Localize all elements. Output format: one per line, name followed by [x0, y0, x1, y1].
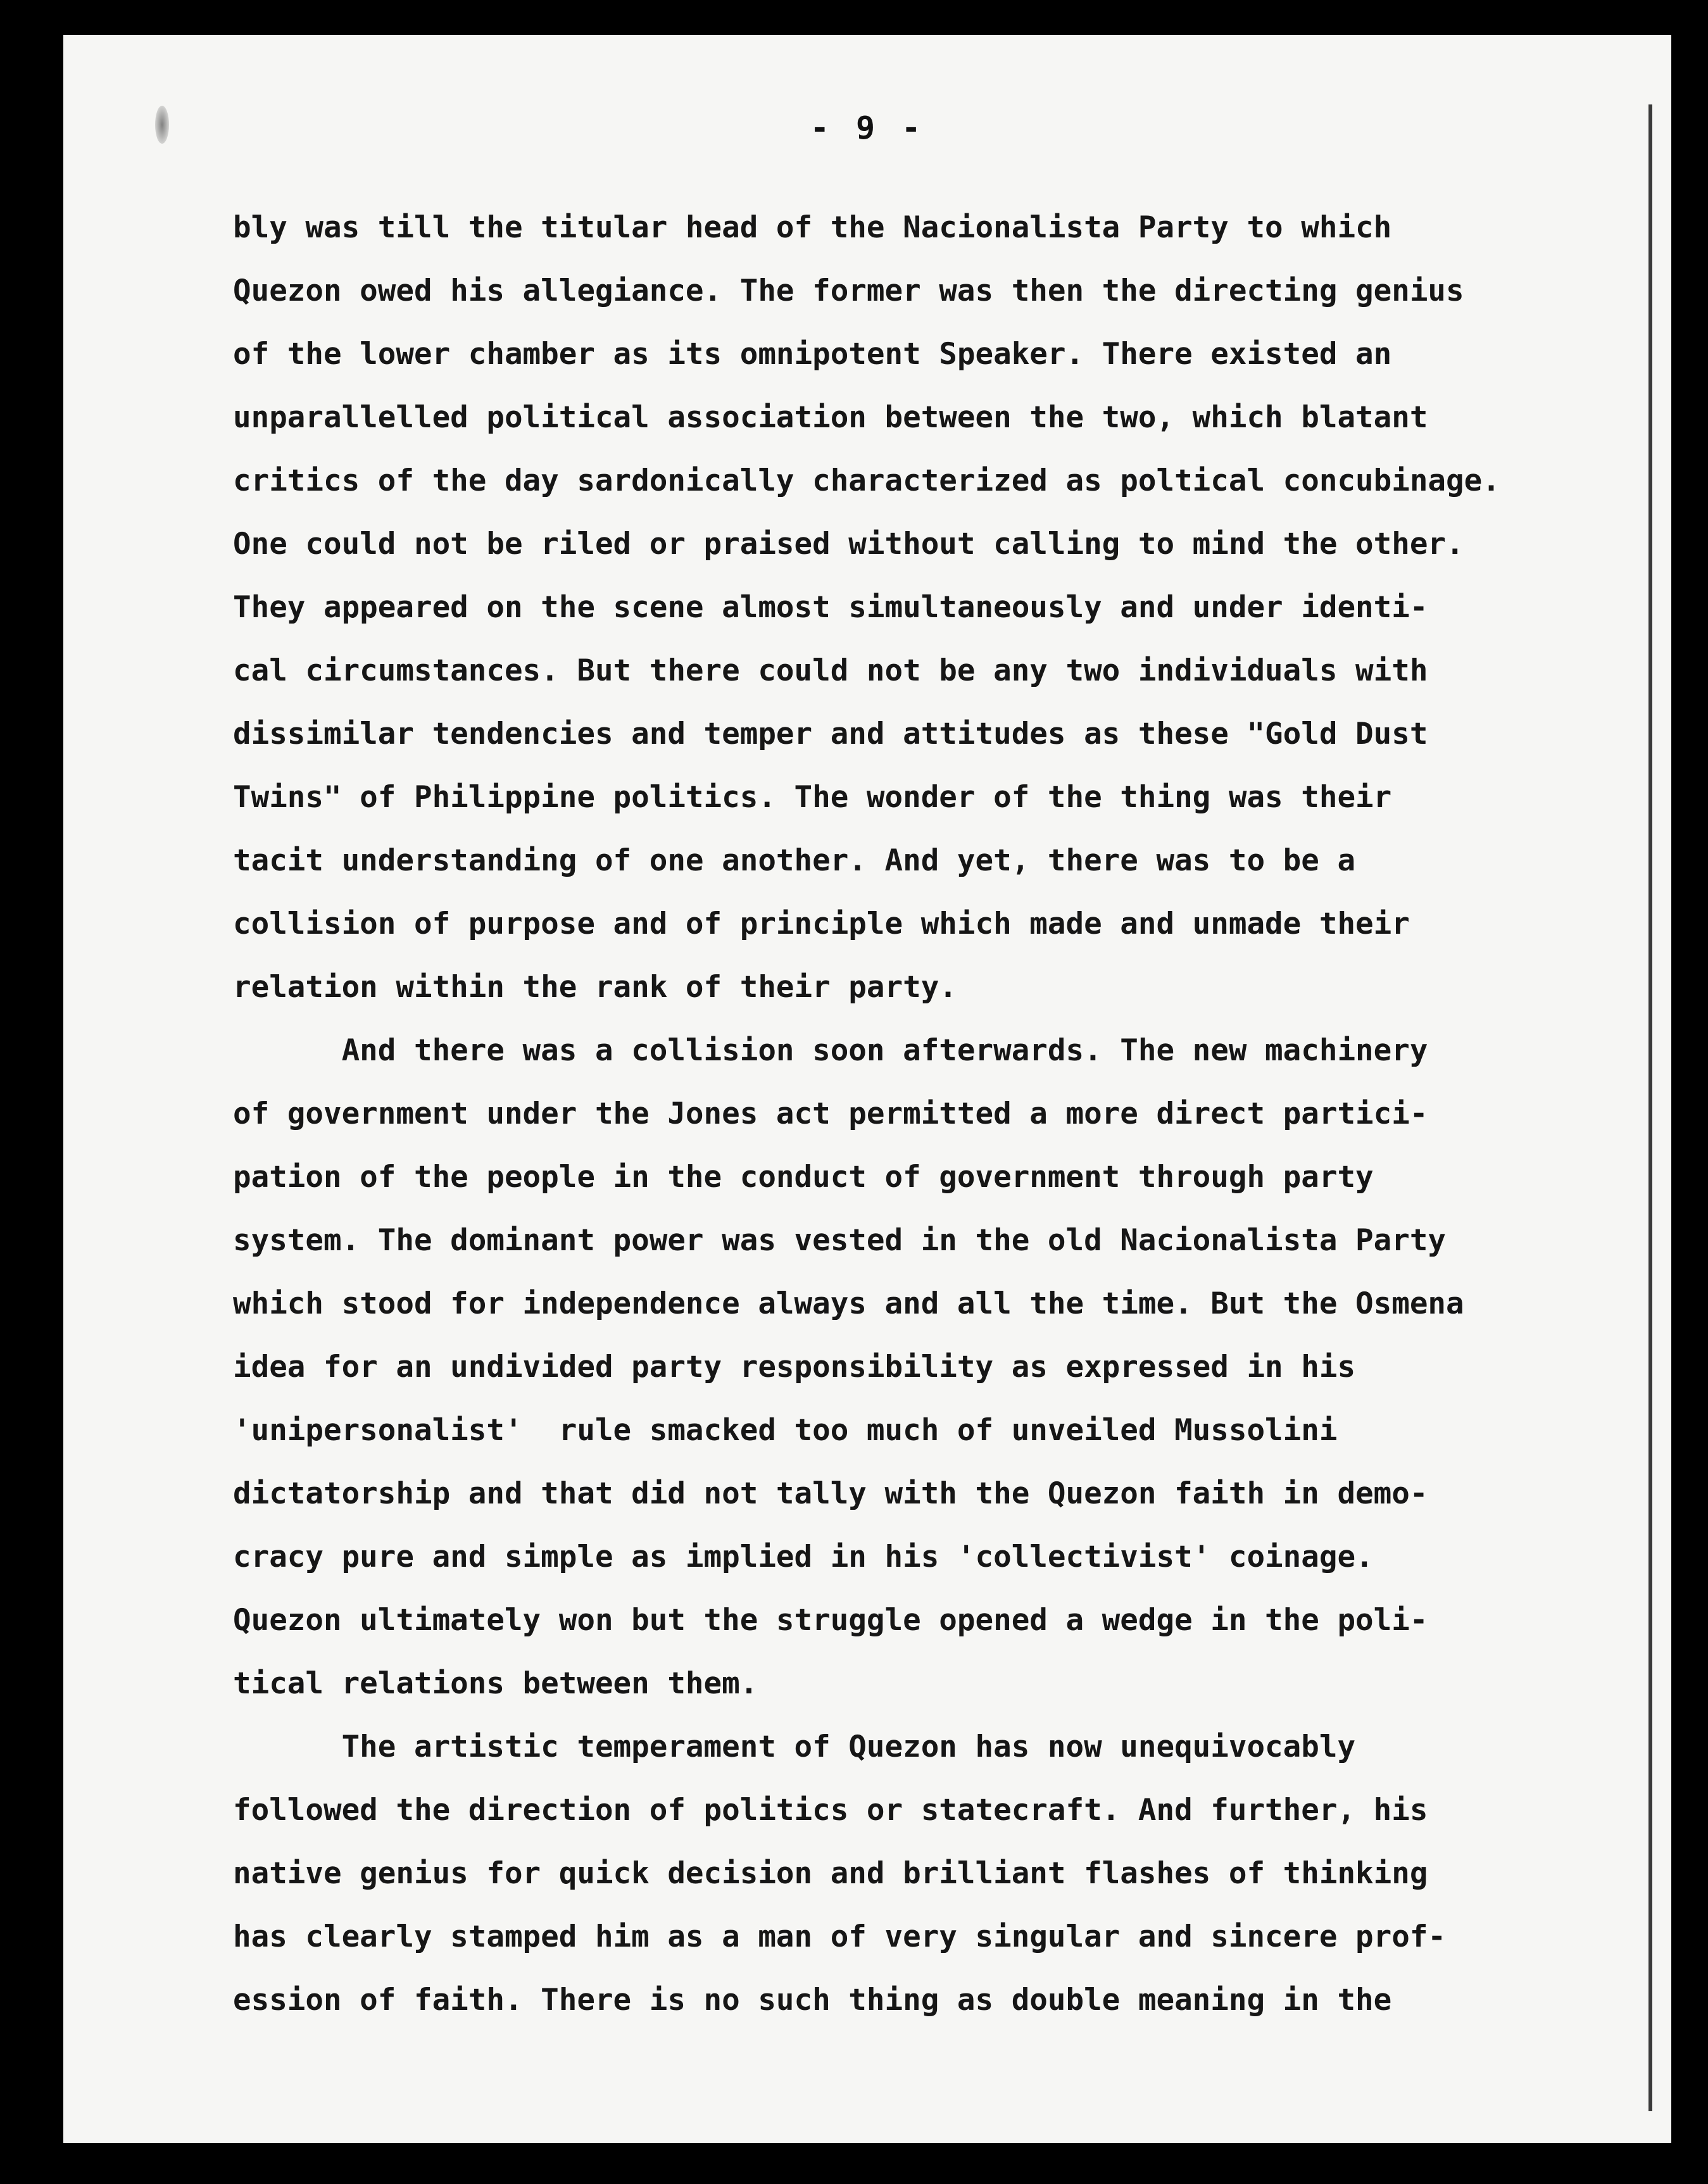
text-line: unparallelled political association between the two, which blatant [233, 400, 1428, 435]
text-line: idea for an undivided party responsibility as expressed in his [233, 1350, 1356, 1384]
text-line: native genius for quick decision and brilliant flashes of thinking [233, 1856, 1428, 1891]
text-line: ession of faith. There is no such thing as double meaning in the [233, 1983, 1392, 2018]
text-line: which stood for independence always and all the time. But the Osmena [233, 1286, 1464, 1321]
text-line: tical relations between them. [233, 1666, 758, 1701]
text-line: One could not be riled or praised without calling to mind the other. [233, 527, 1464, 562]
document-page [63, 35, 1671, 2143]
body-text [233, 196, 1651, 2032]
text-line: followed the direction of politics or statecraft. And further, his [233, 1793, 1428, 1828]
text-line: of government under the Jones act permitted a more direct partici- [233, 1096, 1428, 1131]
text-line: critics of the day sardonically characterized as poltical concubinage. [233, 463, 1500, 498]
text-line: dissimilar tendencies and temper and attitudes as these "Gold Dust [233, 717, 1428, 751]
page-number: - 9 - [810, 110, 925, 146]
text-line: pation of the people in the conduct of government through party [233, 1160, 1374, 1195]
text-line: cal circumstances. But there could not be any two individuals with [233, 653, 1428, 688]
text-line: of the lower chamber as its omnipotent Speaker. There existed an [233, 337, 1392, 372]
text-line: Quezon owed his allegiance. The former was then the directing genius [233, 273, 1464, 308]
text-line: tacit understanding of one another. And yet, there was to be a [233, 843, 1356, 878]
text-line: collision of purpose and of principle which made and unmade their [233, 907, 1410, 941]
text-line: Quezon ultimately won but the struggle opened a wedge in the poli- [233, 1603, 1428, 1638]
text-line: Twins" of Philippine politics. The wonder of the thing was their [233, 780, 1392, 815]
text-line: They appeared on the scene almost simultaneously and under identi- [233, 590, 1428, 625]
text-line: dictatorship and that did not tally with the Quezon faith in demo- [233, 1476, 1428, 1511]
text-line: bly was till the titular head of the Nacionalista Party to which [233, 210, 1392, 245]
text-line: 'unipersonalist' rule smacked too much of unveiled Mussolini [233, 1413, 1338, 1448]
text-line: And there was a collision soon afterwards. The new machinery [233, 1033, 1428, 1068]
text-line: relation within the rank of their party. [233, 970, 957, 1005]
text-line: system. The dominant power was vested in the old Nacionalista Party [233, 1223, 1447, 1258]
text-line: The artistic temperament of Quezon has now unequivocably [233, 1729, 1356, 1764]
text-line: cracy pure and simple as implied in his 'collectivist' coinage. [233, 1540, 1374, 1574]
text-line: has clearly stamped him as a man of very singular and sincere prof- [233, 1919, 1447, 1954]
